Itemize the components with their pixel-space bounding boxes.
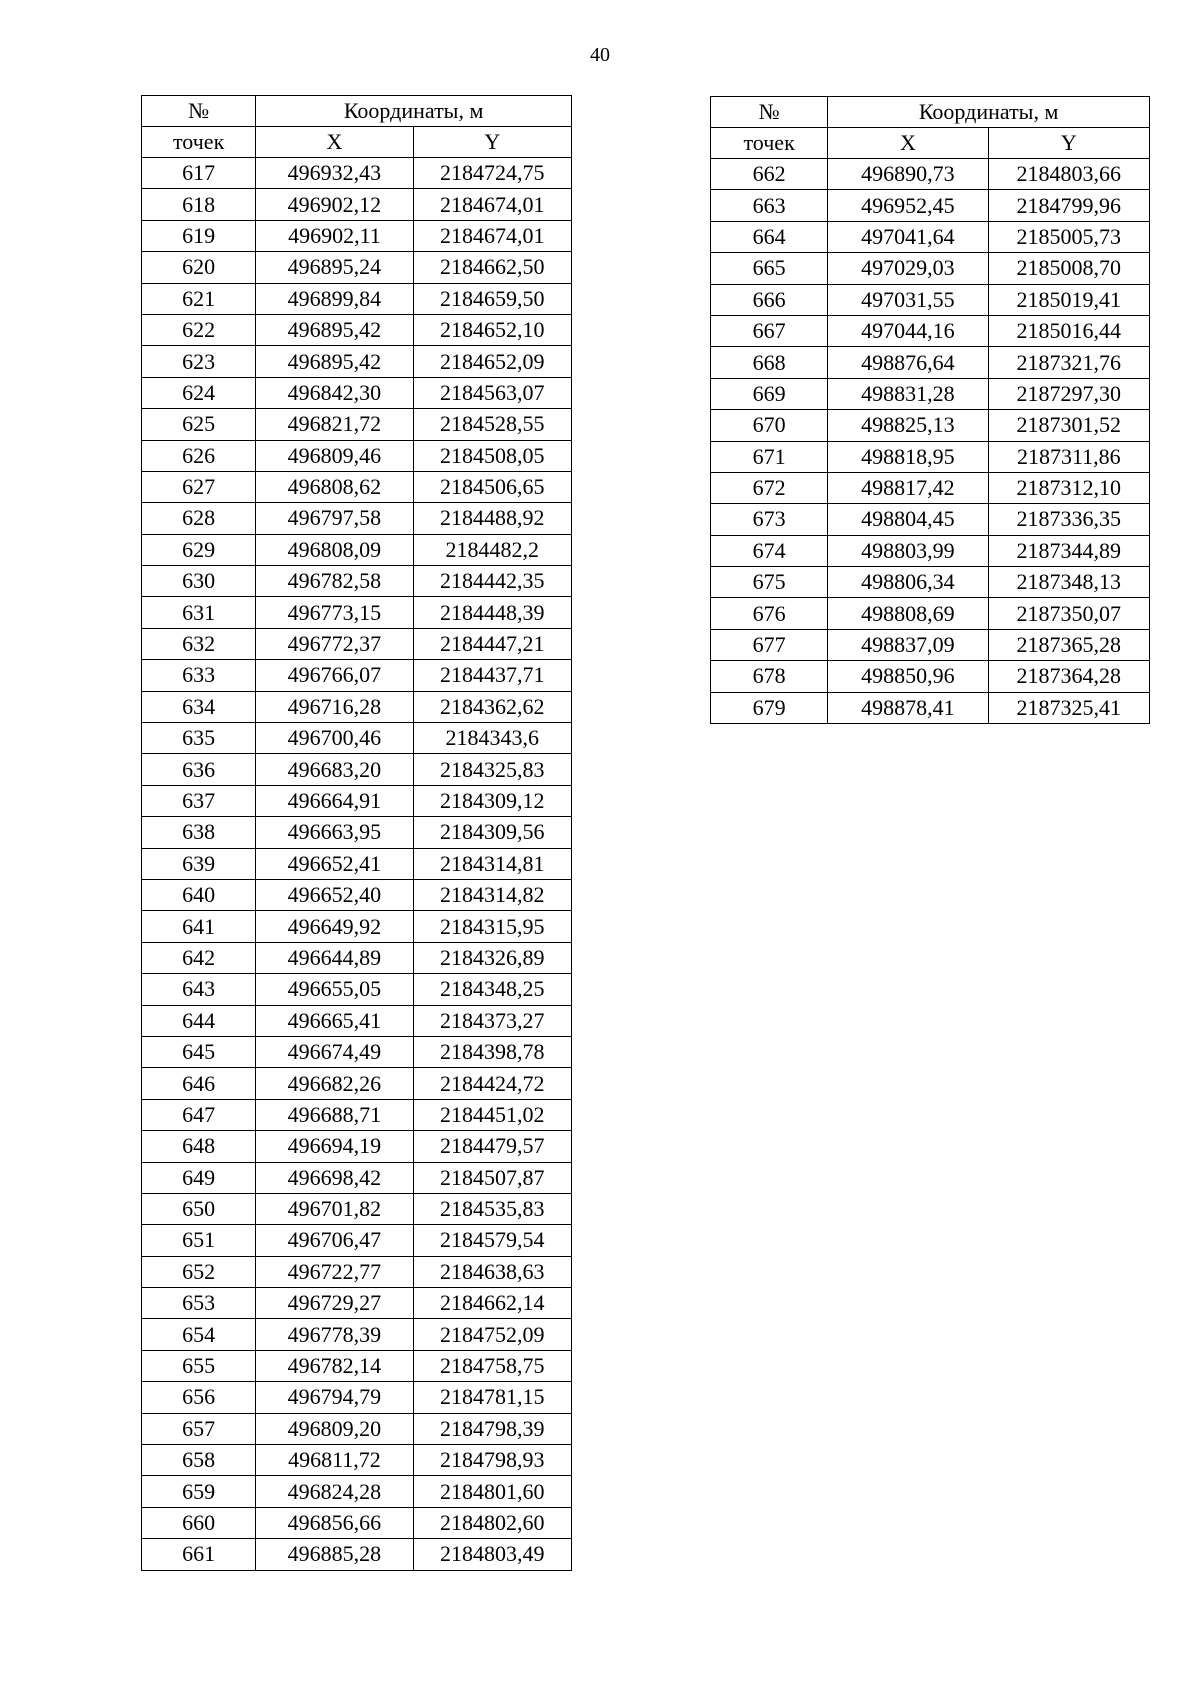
table-row <box>142 1507 572 1538</box>
table-row <box>142 723 572 754</box>
table-row <box>142 1413 572 1444</box>
point-number-cell: 628 <box>142 503 256 534</box>
x-coordinate-cell: 496782,14 <box>256 1350 413 1381</box>
point-number-cell: 665 <box>711 253 828 284</box>
header-coordinates: Координаты, м <box>256 96 572 127</box>
x-coordinate-cell: 496778,39 <box>256 1319 413 1350</box>
x-coordinate-cell: 496652,40 <box>256 879 413 910</box>
x-coordinate-cell: 496683,20 <box>256 754 413 785</box>
y-coordinate-cell: 2184506,65 <box>413 471 571 502</box>
table-row <box>142 1539 572 1570</box>
table-row <box>711 315 1150 346</box>
header-y: Y <box>988 128 1149 159</box>
x-coordinate-cell: 496808,09 <box>256 534 413 565</box>
x-coordinate-cell: 496664,91 <box>256 785 413 816</box>
x-coordinate-cell: 498818,95 <box>828 441 988 472</box>
point-number-cell: 624 <box>142 377 256 408</box>
x-coordinate-cell: 496663,95 <box>256 817 413 848</box>
x-coordinate-cell: 498837,09 <box>828 629 988 660</box>
x-coordinate-cell: 498803,99 <box>828 535 988 566</box>
y-coordinate-cell: 2184528,55 <box>413 409 571 440</box>
table-row <box>142 534 572 565</box>
point-number-cell: 649 <box>142 1162 256 1193</box>
y-coordinate-cell: 2184507,87 <box>413 1162 571 1193</box>
point-number-cell: 648 <box>142 1131 256 1162</box>
y-coordinate-cell: 2184373,27 <box>413 1005 571 1036</box>
y-coordinate-cell: 2184659,50 <box>413 283 571 314</box>
x-coordinate-cell: 496856,66 <box>256 1507 413 1538</box>
table-row <box>142 1476 572 1507</box>
x-coordinate-cell: 496674,49 <box>256 1036 413 1067</box>
y-coordinate-cell: 2184801,60 <box>413 1476 571 1507</box>
point-number-cell: 660 <box>142 1507 256 1538</box>
table-row <box>142 189 572 220</box>
y-coordinate-cell: 2184343,6 <box>413 723 571 754</box>
y-coordinate-cell: 2187321,76 <box>988 347 1149 378</box>
table-row <box>142 377 572 408</box>
point-number-cell: 647 <box>142 1099 256 1130</box>
point-number-cell: 670 <box>711 410 828 441</box>
x-coordinate-cell: 496729,27 <box>256 1288 413 1319</box>
point-number-cell: 664 <box>711 221 828 252</box>
header-no: № <box>142 96 256 127</box>
x-coordinate-cell: 496706,47 <box>256 1225 413 1256</box>
x-coordinate-cell: 498831,28 <box>828 378 988 409</box>
point-number-cell: 655 <box>142 1350 256 1381</box>
header-no: № <box>711 97 828 128</box>
table-row <box>142 503 572 534</box>
x-coordinate-cell: 496722,77 <box>256 1256 413 1287</box>
point-number-cell: 622 <box>142 314 256 345</box>
point-number-cell: 640 <box>142 879 256 910</box>
x-coordinate-cell: 498850,96 <box>828 661 988 692</box>
y-coordinate-cell: 2184802,60 <box>413 1507 571 1538</box>
y-coordinate-cell: 2187350,07 <box>988 598 1149 629</box>
header-x: X <box>256 127 413 158</box>
y-coordinate-cell: 2184674,01 <box>413 220 571 251</box>
table-row <box>142 314 572 345</box>
x-coordinate-cell: 498806,34 <box>828 567 988 598</box>
table-row <box>711 347 1150 378</box>
point-number-cell: 623 <box>142 346 256 377</box>
point-number-cell: 654 <box>142 1319 256 1350</box>
point-number-cell: 638 <box>142 817 256 848</box>
table-row <box>711 410 1150 441</box>
y-coordinate-cell: 2184442,35 <box>413 566 571 597</box>
table-row <box>142 283 572 314</box>
table-row <box>711 567 1150 598</box>
table-row <box>711 692 1150 723</box>
x-coordinate-cell: 496655,05 <box>256 974 413 1005</box>
point-number-cell: 639 <box>142 848 256 879</box>
table-row <box>142 628 572 659</box>
y-coordinate-cell: 2184348,25 <box>413 974 571 1005</box>
point-number-cell: 659 <box>142 1476 256 1507</box>
table-row <box>711 253 1150 284</box>
y-coordinate-cell: 2187365,28 <box>988 629 1149 660</box>
header-coordinates: Координаты, м <box>828 97 1150 128</box>
x-coordinate-cell: 496649,92 <box>256 911 413 942</box>
point-number-cell: 636 <box>142 754 256 785</box>
point-number-cell: 642 <box>142 942 256 973</box>
y-coordinate-cell: 2184447,21 <box>413 628 571 659</box>
x-coordinate-cell: 498878,41 <box>828 692 988 723</box>
table-row <box>142 597 572 628</box>
x-coordinate-cell: 496895,24 <box>256 252 413 283</box>
table-row <box>142 471 572 502</box>
y-coordinate-cell: 2187312,10 <box>988 472 1149 503</box>
table-row <box>142 1193 572 1224</box>
x-coordinate-cell: 496842,30 <box>256 377 413 408</box>
table-row <box>142 1162 572 1193</box>
header-points: точек <box>142 127 256 158</box>
y-coordinate-cell: 2187301,52 <box>988 410 1149 441</box>
x-coordinate-cell: 496701,82 <box>256 1193 413 1224</box>
point-number-cell: 675 <box>711 567 828 598</box>
table-row <box>142 1256 572 1287</box>
x-coordinate-cell: 496811,72 <box>256 1445 413 1476</box>
y-coordinate-cell: 2184652,09 <box>413 346 571 377</box>
point-number-cell: 618 <box>142 189 256 220</box>
x-coordinate-cell: 497041,64 <box>828 221 988 252</box>
point-number-cell: 671 <box>711 441 828 472</box>
y-coordinate-cell: 2184482,2 <box>413 534 571 565</box>
table-row <box>142 1005 572 1036</box>
point-number-cell: 635 <box>142 723 256 754</box>
table-row <box>142 1099 572 1130</box>
point-number-cell: 653 <box>142 1288 256 1319</box>
point-number-cell: 678 <box>711 661 828 692</box>
y-coordinate-cell: 2184798,93 <box>413 1445 571 1476</box>
y-coordinate-cell: 2187336,35 <box>988 504 1149 535</box>
x-coordinate-cell: 496665,41 <box>256 1005 413 1036</box>
y-coordinate-cell: 2184652,10 <box>413 314 571 345</box>
x-coordinate-cell: 496932,43 <box>256 158 413 189</box>
y-coordinate-cell: 2184314,82 <box>413 879 571 910</box>
table-row <box>142 220 572 251</box>
x-coordinate-cell: 496902,12 <box>256 189 413 220</box>
table-row <box>711 190 1150 221</box>
point-number-cell: 632 <box>142 628 256 659</box>
x-coordinate-cell: 496772,37 <box>256 628 413 659</box>
x-coordinate-cell: 496824,28 <box>256 1476 413 1507</box>
y-coordinate-cell: 2185016,44 <box>988 315 1149 346</box>
x-coordinate-cell: 496766,07 <box>256 660 413 691</box>
table-row <box>142 691 572 722</box>
y-coordinate-cell: 2184424,72 <box>413 1068 571 1099</box>
y-coordinate-cell: 2184314,81 <box>413 848 571 879</box>
y-coordinate-cell: 2184309,56 <box>413 817 571 848</box>
x-coordinate-cell: 497031,55 <box>828 284 988 315</box>
x-coordinate-cell: 498808,69 <box>828 598 988 629</box>
table-row <box>142 346 572 377</box>
table-row <box>142 942 572 973</box>
y-coordinate-cell: 2184563,07 <box>413 377 571 408</box>
table-row <box>142 1319 572 1350</box>
y-coordinate-cell: 2184752,09 <box>413 1319 571 1350</box>
point-number-cell: 657 <box>142 1413 256 1444</box>
point-number-cell: 674 <box>711 535 828 566</box>
point-number-cell: 662 <box>711 159 828 190</box>
y-coordinate-cell: 2185008,70 <box>988 253 1149 284</box>
table-row <box>142 817 572 848</box>
point-number-cell: 634 <box>142 691 256 722</box>
point-number-cell: 667 <box>711 315 828 346</box>
x-coordinate-cell: 497044,16 <box>828 315 988 346</box>
table-row <box>711 159 1150 190</box>
y-coordinate-cell: 2184325,83 <box>413 754 571 785</box>
y-coordinate-cell: 2184448,39 <box>413 597 571 628</box>
x-coordinate-cell: 496808,62 <box>256 471 413 502</box>
y-coordinate-cell: 2184803,66 <box>988 159 1149 190</box>
y-coordinate-cell: 2184535,83 <box>413 1193 571 1224</box>
point-number-cell: 673 <box>711 504 828 535</box>
x-coordinate-cell: 496952,45 <box>828 190 988 221</box>
table-row <box>142 911 572 942</box>
x-coordinate-cell: 496809,46 <box>256 440 413 471</box>
x-coordinate-cell: 496773,15 <box>256 597 413 628</box>
table-row <box>711 598 1150 629</box>
x-coordinate-cell: 496899,84 <box>256 283 413 314</box>
x-coordinate-cell: 498876,64 <box>828 347 988 378</box>
x-coordinate-cell: 496682,26 <box>256 1068 413 1099</box>
x-coordinate-cell: 496652,41 <box>256 848 413 879</box>
table-row <box>142 1382 572 1413</box>
point-number-cell: 631 <box>142 597 256 628</box>
y-coordinate-cell: 2185019,41 <box>988 284 1149 315</box>
table-row <box>142 1350 572 1381</box>
coordinates-table-right <box>710 96 1150 724</box>
table-row <box>142 879 572 910</box>
table-row <box>711 661 1150 692</box>
point-number-cell: 656 <box>142 1382 256 1413</box>
point-number-cell: 663 <box>711 190 828 221</box>
point-number-cell: 651 <box>142 1225 256 1256</box>
x-coordinate-cell: 496698,42 <box>256 1162 413 1193</box>
y-coordinate-cell: 2184362,62 <box>413 691 571 722</box>
point-number-cell: 650 <box>142 1193 256 1224</box>
x-coordinate-cell: 496797,58 <box>256 503 413 534</box>
point-number-cell: 626 <box>142 440 256 471</box>
y-coordinate-cell: 2184451,02 <box>413 1099 571 1130</box>
y-coordinate-cell: 2184315,95 <box>413 911 571 942</box>
table-row <box>142 158 572 189</box>
table-row <box>142 440 572 471</box>
x-coordinate-cell: 496716,28 <box>256 691 413 722</box>
x-coordinate-cell: 498817,42 <box>828 472 988 503</box>
y-coordinate-cell: 2184662,14 <box>413 1288 571 1319</box>
table-row <box>711 221 1150 252</box>
x-coordinate-cell: 496895,42 <box>256 346 413 377</box>
x-coordinate-cell: 496902,11 <box>256 220 413 251</box>
point-number-cell: 644 <box>142 1005 256 1036</box>
point-number-cell: 630 <box>142 566 256 597</box>
point-number-cell: 672 <box>711 472 828 503</box>
table-row <box>711 472 1150 503</box>
y-coordinate-cell: 2184799,96 <box>988 190 1149 221</box>
y-coordinate-cell: 2184638,63 <box>413 1256 571 1287</box>
y-coordinate-cell: 2184674,01 <box>413 189 571 220</box>
table-row <box>711 535 1150 566</box>
header-points: точек <box>711 128 828 159</box>
table-row <box>142 1068 572 1099</box>
y-coordinate-cell: 2184508,05 <box>413 440 571 471</box>
x-coordinate-cell: 496794,79 <box>256 1382 413 1413</box>
point-number-cell: 676 <box>711 598 828 629</box>
x-coordinate-cell: 496885,28 <box>256 1539 413 1570</box>
point-number-cell: 620 <box>142 252 256 283</box>
table-row <box>142 1131 572 1162</box>
x-coordinate-cell: 496809,20 <box>256 1413 413 1444</box>
y-coordinate-cell: 2184437,71 <box>413 660 571 691</box>
point-number-cell: 617 <box>142 158 256 189</box>
table-row <box>142 754 572 785</box>
x-coordinate-cell: 496782,58 <box>256 566 413 597</box>
table-row <box>142 1225 572 1256</box>
x-coordinate-cell: 496644,89 <box>256 942 413 973</box>
table-row <box>142 785 572 816</box>
table-row <box>142 252 572 283</box>
y-coordinate-cell: 2187348,13 <box>988 567 1149 598</box>
x-coordinate-cell: 496895,42 <box>256 314 413 345</box>
x-coordinate-cell: 496694,19 <box>256 1131 413 1162</box>
table-row <box>142 1445 572 1476</box>
point-number-cell: 679 <box>711 692 828 723</box>
y-coordinate-cell: 2184479,57 <box>413 1131 571 1162</box>
coordinates-table-left <box>141 95 572 1571</box>
point-number-cell: 666 <box>711 284 828 315</box>
x-coordinate-cell: 496688,71 <box>256 1099 413 1130</box>
x-coordinate-cell: 496700,46 <box>256 723 413 754</box>
table-row <box>142 1036 572 1067</box>
y-coordinate-cell: 2184488,92 <box>413 503 571 534</box>
y-coordinate-cell: 2184326,89 <box>413 942 571 973</box>
header-x: X <box>828 128 988 159</box>
point-number-cell: 658 <box>142 1445 256 1476</box>
table-row <box>142 566 572 597</box>
x-coordinate-cell: 496821,72 <box>256 409 413 440</box>
point-number-cell: 646 <box>142 1068 256 1099</box>
point-number-cell: 629 <box>142 534 256 565</box>
table-row <box>142 1288 572 1319</box>
y-coordinate-cell: 2187311,86 <box>988 441 1149 472</box>
y-coordinate-cell: 2184662,50 <box>413 252 571 283</box>
y-coordinate-cell: 2184398,78 <box>413 1036 571 1067</box>
header-y: Y <box>413 127 571 158</box>
y-coordinate-cell: 2184803,49 <box>413 1539 571 1570</box>
point-number-cell: 669 <box>711 378 828 409</box>
point-number-cell: 677 <box>711 629 828 660</box>
y-coordinate-cell: 2184724,75 <box>413 158 571 189</box>
y-coordinate-cell: 2184758,75 <box>413 1350 571 1381</box>
x-coordinate-cell: 498825,13 <box>828 410 988 441</box>
point-number-cell: 621 <box>142 283 256 314</box>
table-row <box>142 409 572 440</box>
table-row <box>711 378 1150 409</box>
table-row <box>142 660 572 691</box>
y-coordinate-cell: 2187344,89 <box>988 535 1149 566</box>
y-coordinate-cell: 2184798,39 <box>413 1413 571 1444</box>
point-number-cell: 668 <box>711 347 828 378</box>
point-number-cell: 625 <box>142 409 256 440</box>
point-number-cell: 633 <box>142 660 256 691</box>
page-number: 40 <box>590 44 610 66</box>
y-coordinate-cell: 2184309,12 <box>413 785 571 816</box>
x-coordinate-cell: 497029,03 <box>828 253 988 284</box>
point-number-cell: 645 <box>142 1036 256 1067</box>
table-row <box>711 504 1150 535</box>
point-number-cell: 652 <box>142 1256 256 1287</box>
point-number-cell: 619 <box>142 220 256 251</box>
y-coordinate-cell: 2185005,73 <box>988 221 1149 252</box>
y-coordinate-cell: 2187364,28 <box>988 661 1149 692</box>
table-row <box>711 441 1150 472</box>
table-row <box>711 629 1150 660</box>
point-number-cell: 627 <box>142 471 256 502</box>
x-coordinate-cell: 496890,73 <box>828 159 988 190</box>
y-coordinate-cell: 2187325,41 <box>988 692 1149 723</box>
y-coordinate-cell: 2184781,15 <box>413 1382 571 1413</box>
y-coordinate-cell: 2184579,54 <box>413 1225 571 1256</box>
table-row <box>142 848 572 879</box>
x-coordinate-cell: 498804,45 <box>828 504 988 535</box>
point-number-cell: 661 <box>142 1539 256 1570</box>
point-number-cell: 643 <box>142 974 256 1005</box>
point-number-cell: 641 <box>142 911 256 942</box>
y-coordinate-cell: 2187297,30 <box>988 378 1149 409</box>
point-number-cell: 637 <box>142 785 256 816</box>
table-row <box>711 284 1150 315</box>
table-row <box>142 974 572 1005</box>
